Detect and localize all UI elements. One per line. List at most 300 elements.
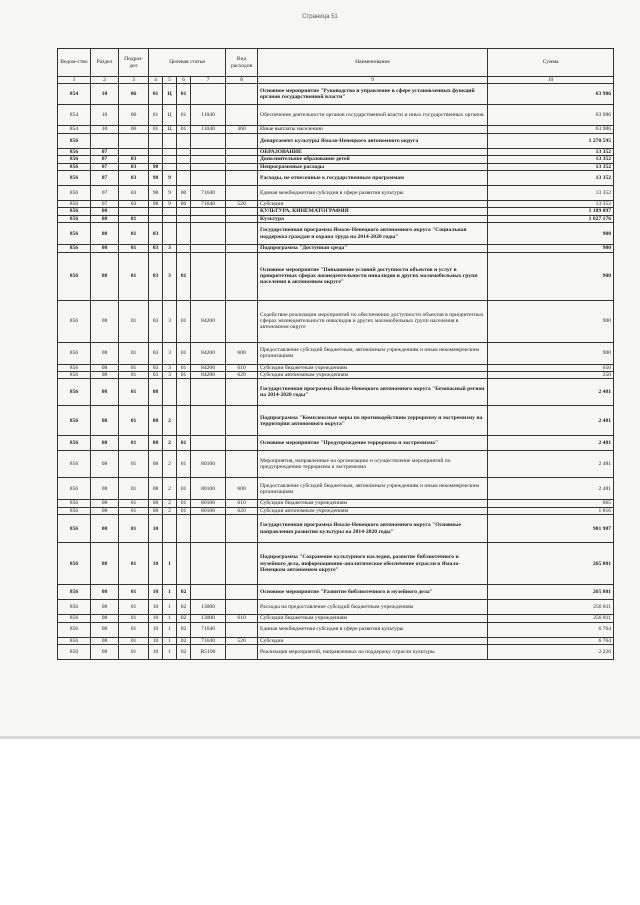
column-number: 1 xyxy=(58,77,91,84)
table-row xyxy=(58,543,614,585)
cell-razdel: 07 xyxy=(91,171,119,186)
cell-cel-4 xyxy=(191,436,226,451)
cell-cel-1: 98 xyxy=(149,163,163,170)
cell-razdel: 10 xyxy=(91,126,119,133)
cell-cel-2: 3 xyxy=(163,364,177,371)
cell-podrazdel: 01 xyxy=(119,215,149,222)
cell-podrazdel: 01 xyxy=(119,252,149,300)
cell-summa: 2 226 xyxy=(488,645,614,660)
cell-summa: 900 xyxy=(488,300,614,342)
cell-naimenovanie: Непрограммные расходы xyxy=(258,163,488,170)
cell-razdel: 08 xyxy=(91,252,119,300)
cell-summa: 6 764 xyxy=(488,622,614,637)
cell-vedomstvo: 856 xyxy=(58,515,91,543)
cell-naimenovanie: Субсидии автономным учреждениям xyxy=(258,372,488,379)
table-row xyxy=(58,252,614,300)
cell-cel-3: 01 xyxy=(177,507,191,514)
cell-cel-4: 13000 xyxy=(191,615,226,622)
cell-razdel: 08 xyxy=(91,245,119,252)
cell-vid-rashodov: 520 xyxy=(226,637,258,644)
table-row xyxy=(58,105,614,126)
cell-summa: 265 801 xyxy=(488,585,614,600)
cell-vid-rashodov xyxy=(226,84,258,105)
column-number: 4 xyxy=(149,77,163,84)
cell-vid-rashodov xyxy=(226,600,258,615)
cell-cel-2: 9 xyxy=(163,201,177,208)
cell-cel-1: 10 xyxy=(149,585,163,600)
cell-cel-2: 3 xyxy=(163,245,177,252)
cell-naimenovanie: Субсидии автономным учреждениям xyxy=(258,507,488,514)
cell-naimenovanie: Обеспечение деятельности органов государственной власти и иных государственных органов xyxy=(258,105,488,126)
cell-cel-3: 02 xyxy=(177,600,191,615)
table-row xyxy=(58,600,614,615)
cell-cel-4 xyxy=(191,84,226,105)
cell-vedomstvo: 856 xyxy=(58,436,91,451)
cell-summa: 665 xyxy=(488,500,614,507)
cell-vid-rashodov: 360 xyxy=(226,126,258,133)
cell-cel-4 xyxy=(191,252,226,300)
cell-summa: 63 986 xyxy=(488,84,614,105)
cell-vedomstvo: 856 xyxy=(58,406,91,436)
cell-vedomstvo: 856 xyxy=(58,215,91,222)
cell-cel-3: 01 xyxy=(177,451,191,478)
cell-vedomstvo: 856 xyxy=(58,543,91,585)
cell-vid-rashodov xyxy=(226,585,258,600)
cell-cel-1: 98 xyxy=(149,201,163,208)
cell-podrazdel: 06 xyxy=(119,105,149,126)
cell-razdel: 08 xyxy=(91,436,119,451)
cell-vid-rashodov xyxy=(226,208,258,215)
cell-vid-rashodov xyxy=(226,406,258,436)
cell-cel-2: 1 xyxy=(163,622,177,637)
cell-razdel xyxy=(91,133,119,148)
cell-cel-4: 80100 xyxy=(191,500,226,507)
header-naimenovanie: Наименование xyxy=(258,49,488,77)
column-number: 3 xyxy=(119,77,149,84)
cell-vid-rashodov: 600 xyxy=(226,342,258,364)
cell-vid-rashodov xyxy=(226,156,258,163)
cell-razdel: 07 xyxy=(91,201,119,208)
cell-cel-4 xyxy=(191,156,226,163)
cell-vedomstvo: 856 xyxy=(58,585,91,600)
cell-vid-rashodov xyxy=(226,622,258,637)
cell-vedomstvo: 856 xyxy=(58,208,91,215)
cell-podrazdel: 03 xyxy=(119,171,149,186)
cell-cel-3: 00 xyxy=(177,186,191,201)
cell-naimenovanie: Иные выплаты населению xyxy=(258,126,488,133)
table-row xyxy=(58,451,614,478)
cell-summa: 13 352 xyxy=(488,148,614,155)
cell-cel-2 xyxy=(163,379,177,406)
cell-summa: 13 352 xyxy=(488,201,614,208)
cell-cel-1 xyxy=(149,156,163,163)
cell-vid-rashodov: 610 xyxy=(226,615,258,622)
cell-cel-4 xyxy=(191,543,226,585)
cell-razdel: 08 xyxy=(91,379,119,406)
cell-vid-rashodov xyxy=(226,223,258,245)
cell-razdel: 08 xyxy=(91,645,119,660)
cell-vedomstvo: 856 xyxy=(58,600,91,615)
cell-summa: 13 352 xyxy=(488,156,614,163)
cell-naimenovanie: Основное мероприятие "Руководство и управление в сфере установленных функций органов государственной власти" xyxy=(258,84,488,105)
cell-vedomstvo: 856 xyxy=(58,163,91,170)
header-razdel: Раздел xyxy=(91,49,119,77)
cell-naimenovanie: Основное мероприятие "Развитие библиотечного и музейного дела" xyxy=(258,585,488,600)
cell-naimenovanie: Единая межбюджетная субсидия в сфере развития культуры xyxy=(258,186,488,201)
column-number: 2 xyxy=(91,77,119,84)
cell-cel-3: 01 xyxy=(177,252,191,300)
cell-cel-2: 3 xyxy=(163,300,177,342)
cell-vid-rashodov xyxy=(226,451,258,478)
cell-cel-3: 01 xyxy=(177,364,191,371)
header-vid-rashodov: Вид расходов xyxy=(226,49,258,77)
cell-cel-3: 02 xyxy=(177,637,191,644)
cell-summa: 250 xyxy=(488,372,614,379)
cell-vid-rashodov xyxy=(226,515,258,543)
cell-cel-4: 71640 xyxy=(191,637,226,644)
cell-cel-3: 00 xyxy=(177,201,191,208)
cell-summa: 1 270 595 xyxy=(488,133,614,148)
cell-razdel: 07 xyxy=(91,148,119,155)
cell-cel-2: 1 xyxy=(163,543,177,585)
cell-cel-3 xyxy=(177,543,191,585)
cell-summa: 6 764 xyxy=(488,637,614,644)
cell-cel-4: 84200 xyxy=(191,372,226,379)
cell-cel-4: 80100 xyxy=(191,478,226,500)
cell-cel-2: Ц xyxy=(163,105,177,126)
cell-vedomstvo: 854 xyxy=(58,84,91,105)
table-row xyxy=(58,500,614,507)
table-row xyxy=(58,186,614,201)
cell-vedomstvo: 856 xyxy=(58,379,91,406)
cell-cel-1: 03 xyxy=(149,342,163,364)
cell-vedomstvo: 856 xyxy=(58,622,91,637)
column-number: 7 xyxy=(191,77,226,84)
cell-cel-1: 98 xyxy=(149,186,163,201)
cell-cel-4: 11040 xyxy=(191,126,226,133)
cell-razdel: 07 xyxy=(91,156,119,163)
cell-vedomstvo: 856 xyxy=(58,451,91,478)
cell-cel-1: 10 xyxy=(149,637,163,644)
column-number: 9 xyxy=(258,77,488,84)
cell-summa: 981 987 xyxy=(488,515,614,543)
cell-razdel: 08 xyxy=(91,223,119,245)
cell-vedomstvo: 856 xyxy=(58,364,91,371)
table-row xyxy=(58,364,614,371)
cell-razdel: 08 xyxy=(91,451,119,478)
cell-podrazdel: 01 xyxy=(119,622,149,637)
cell-cel-3 xyxy=(177,148,191,155)
table-row xyxy=(58,245,614,252)
cell-naimenovanie: Подпрограмма "Сохранение культурного наследия, развитие библиотечного и музейного дела, информационно-аналитическое обеспечение отрасли в Ямало-Ненецком автономном округе" xyxy=(258,543,488,585)
table-row xyxy=(58,300,614,342)
cell-vid-rashodov xyxy=(226,163,258,170)
cell-podrazdel: 01 xyxy=(119,500,149,507)
cell-podrazdel: 01 xyxy=(119,615,149,622)
cell-cel-4: 71640 xyxy=(191,622,226,637)
cell-razdel: 08 xyxy=(91,585,119,600)
cell-cel-4: 80100 xyxy=(191,507,226,514)
cell-cel-2: Ц xyxy=(163,126,177,133)
cell-naimenovanie: Предоставление субсидий бюджетным, автономным учреждениям и иным некоммерческим организациям xyxy=(258,342,488,364)
cell-razdel: 08 xyxy=(91,615,119,622)
cell-vedomstvo: 854 xyxy=(58,105,91,126)
cell-podrazdel: 01 xyxy=(119,637,149,644)
cell-summa: 1 027 176 xyxy=(488,215,614,222)
cell-cel-2 xyxy=(163,156,177,163)
cell-vedomstvo: 856 xyxy=(58,201,91,208)
cell-podrazdel: 01 xyxy=(119,372,149,379)
cell-cel-4 xyxy=(191,223,226,245)
cell-vedomstvo: 856 xyxy=(58,342,91,364)
cell-razdel: 08 xyxy=(91,372,119,379)
cell-cel-1: 03 xyxy=(149,252,163,300)
cell-naimenovanie: Предоставление субсидий бюджетным, автономным учреждениям и иным некоммерческим организациям xyxy=(258,478,488,500)
cell-vedomstvo: 856 xyxy=(58,507,91,514)
header-podrazdel: Подраз-дел xyxy=(119,49,149,77)
cell-cel-1: 08 xyxy=(149,379,163,406)
table-row xyxy=(58,148,614,155)
cell-razdel: 08 xyxy=(91,622,119,637)
cell-cel-3: 01 xyxy=(177,500,191,507)
cell-naimenovanie: ОБРАЗОВАНИЕ xyxy=(258,148,488,155)
cell-cel-1: 08 xyxy=(149,451,163,478)
cell-vid-rashodov xyxy=(226,645,258,660)
table-row xyxy=(58,372,614,379)
cell-cel-4 xyxy=(191,515,226,543)
cell-podrazdel: 01 xyxy=(119,300,149,342)
table-row xyxy=(58,645,614,660)
table-row xyxy=(58,84,614,105)
cell-cel-2: 1 xyxy=(163,585,177,600)
column-number: 10 xyxy=(488,77,614,84)
cell-vid-rashodov xyxy=(226,436,258,451)
cell-naimenovanie: Государственная программа Ямало-Ненецкого автономного округа "Основные направления развития культуры на 2014-2020 годы" xyxy=(258,515,488,543)
cell-vid-rashodov: 520 xyxy=(226,201,258,208)
cell-cel-1: 03 xyxy=(149,364,163,371)
cell-cel-3 xyxy=(177,133,191,148)
cell-summa: 265 801 xyxy=(488,543,614,585)
table-row xyxy=(58,436,614,451)
cell-summa: 13 352 xyxy=(488,163,614,170)
cell-naimenovanie: Расходы, не отнесенные к государственным программам xyxy=(258,171,488,186)
cell-vid-rashodov xyxy=(226,215,258,222)
table-row xyxy=(58,585,614,600)
column-number: 8 xyxy=(226,77,258,84)
cell-summa: 13 352 xyxy=(488,186,614,201)
cell-cel-4: 71640 xyxy=(191,186,226,201)
cell-cel-3 xyxy=(177,515,191,543)
cell-summa: 2 481 xyxy=(488,478,614,500)
cell-razdel: 08 xyxy=(91,406,119,436)
cell-cel-1 xyxy=(149,133,163,148)
table-row xyxy=(58,622,614,637)
cell-vid-rashodov: 600 xyxy=(226,478,258,500)
cell-razdel: 08 xyxy=(91,600,119,615)
cell-cel-4 xyxy=(191,133,226,148)
cell-cel-4 xyxy=(191,215,226,222)
cell-razdel: 08 xyxy=(91,637,119,644)
cell-cel-3 xyxy=(177,215,191,222)
cell-cel-1 xyxy=(149,208,163,215)
cell-cel-4: 80100 xyxy=(191,451,226,478)
cell-cel-1: 98 xyxy=(149,171,163,186)
scan-edge xyxy=(0,736,640,739)
cell-razdel: 08 xyxy=(91,364,119,371)
cell-naimenovanie: Основное мероприятие "Предупреждение терроризма и экстремизма" xyxy=(258,436,488,451)
column-number: 5 xyxy=(163,77,177,84)
cell-cel-3 xyxy=(177,223,191,245)
cell-vedomstvo: 856 xyxy=(58,300,91,342)
cell-cel-4: 84200 xyxy=(191,300,226,342)
cell-podrazdel: 06 xyxy=(119,126,149,133)
cell-cel-3 xyxy=(177,156,191,163)
cell-cel-3: 01 xyxy=(177,436,191,451)
cell-cel-3: 01 xyxy=(177,372,191,379)
cell-cel-3: 02 xyxy=(177,645,191,660)
cell-cel-2 xyxy=(163,215,177,222)
cell-razdel: 08 xyxy=(91,543,119,585)
cell-cel-4 xyxy=(191,208,226,215)
cell-cel-2: 3 xyxy=(163,342,177,364)
cell-vid-rashodov xyxy=(226,252,258,300)
table-row xyxy=(58,406,614,436)
cell-cel-4 xyxy=(191,148,226,155)
cell-cel-1: 08 xyxy=(149,478,163,500)
cell-summa: 2 481 xyxy=(488,406,614,436)
cell-cel-1 xyxy=(149,148,163,155)
cell-cel-3: 02 xyxy=(177,585,191,600)
cell-cel-3 xyxy=(177,163,191,170)
table-row xyxy=(58,215,614,222)
cell-cel-2 xyxy=(163,148,177,155)
cell-naimenovanie: Государственная программа Ямало-Ненецкого автономного округа "Безопасный регион на 2014-2020 годы" xyxy=(258,379,488,406)
table-row xyxy=(58,126,614,133)
table-row xyxy=(58,637,614,644)
cell-cel-2 xyxy=(163,133,177,148)
cell-naimenovanie: Реализация мероприятий, направленных на поддержку отрасли культуры xyxy=(258,645,488,660)
cell-cel-2: 3 xyxy=(163,372,177,379)
table-row xyxy=(58,515,614,543)
table-row xyxy=(58,223,614,245)
cell-naimenovanie: Единая межбюджетная субсидия в сфере развития культуры xyxy=(258,622,488,637)
cell-cel-3: 01 xyxy=(177,105,191,126)
cell-podrazdel: 01 xyxy=(119,507,149,514)
cell-cel-1: 03 xyxy=(149,372,163,379)
table-row xyxy=(58,156,614,163)
cell-cel-4 xyxy=(191,406,226,436)
cell-cel-1: 08 xyxy=(149,507,163,514)
cell-cel-1: 01 xyxy=(149,126,163,133)
cell-cel-2 xyxy=(163,208,177,215)
cell-naimenovanie: Субсидии бюджетным учреждениям xyxy=(258,364,488,371)
cell-vedomstvo: 856 xyxy=(58,171,91,186)
cell-cel-2: 2 xyxy=(163,507,177,514)
table-row xyxy=(58,478,614,500)
cell-podrazdel: 01 xyxy=(119,645,149,660)
table-row xyxy=(58,615,614,622)
cell-podrazdel: 03 xyxy=(119,163,149,170)
cell-cel-2: 2 xyxy=(163,406,177,436)
cell-cel-3: 01 xyxy=(177,342,191,364)
cell-naimenovanie: Подпрограмма "Комплексные меры по противодействию терроризму и экстремизму на территории автономного округа" xyxy=(258,406,488,436)
cell-cel-2: 1 xyxy=(163,615,177,622)
cell-razdel: 08 xyxy=(91,300,119,342)
cell-cel-2: 1 xyxy=(163,637,177,644)
cell-naimenovanie: Субсидии бюджетным учреждениям xyxy=(258,615,488,622)
cell-razdel: 08 xyxy=(91,208,119,215)
cell-cel-3: 01 xyxy=(177,478,191,500)
cell-cel-3: 01 xyxy=(177,126,191,133)
cell-vedomstvo: 854 xyxy=(58,126,91,133)
cell-cel-1: 01 xyxy=(149,105,163,126)
cell-razdel: 10 xyxy=(91,105,119,126)
cell-cel-3: 02 xyxy=(177,615,191,622)
cell-summa: 900 xyxy=(488,223,614,245)
cell-vedomstvo: 856 xyxy=(58,245,91,252)
cell-summa: 900 xyxy=(488,245,614,252)
cell-vedomstvo: 856 xyxy=(58,645,91,660)
cell-podrazdel xyxy=(119,133,149,148)
table-row xyxy=(58,133,614,148)
cell-vedomstvo: 856 xyxy=(58,500,91,507)
column-number-row xyxy=(58,77,614,84)
cell-podrazdel: 03 xyxy=(119,186,149,201)
cell-podrazdel: 01 xyxy=(119,436,149,451)
cell-naimenovanie: Субсидии xyxy=(258,201,488,208)
cell-cel-3 xyxy=(177,171,191,186)
cell-vid-rashodov xyxy=(226,105,258,126)
cell-cel-3 xyxy=(177,245,191,252)
cell-cel-2: 2 xyxy=(163,478,177,500)
cell-cel-2 xyxy=(163,163,177,170)
cell-razdel: 08 xyxy=(91,342,119,364)
cell-cel-1: 10 xyxy=(149,515,163,543)
cell-vid-rashodov xyxy=(226,171,258,186)
cell-cel-4: R5190 xyxy=(191,645,226,660)
cell-vedomstvo: 856 xyxy=(58,372,91,379)
table-body xyxy=(58,84,614,660)
cell-cel-2: 2 xyxy=(163,436,177,451)
cell-vedomstvo: 856 xyxy=(58,148,91,155)
cell-cel-3: 02 xyxy=(177,622,191,637)
cell-naimenovanie: Содействие реализации мероприятий по обеспечению доступности объектов в приоритетных сферах жизнедеятельности инвалидов и других маломобильных групп населения в автономном округе xyxy=(258,300,488,342)
cell-vid-rashodov: 620 xyxy=(226,372,258,379)
cell-naimenovanie: Основное мероприятие "Повышение условий доступности объектов и услуг в приоритетных сферах жизнедеятельности инвалидов и других маломобильных групп населения в автономном округе" xyxy=(258,252,488,300)
cell-podrazdel: 01 xyxy=(119,342,149,364)
cell-podrazdel: 01 xyxy=(119,364,149,371)
cell-cel-2: 9 xyxy=(163,186,177,201)
cell-razdel: 08 xyxy=(91,515,119,543)
cell-cel-2 xyxy=(163,223,177,245)
cell-vid-rashodov xyxy=(226,300,258,342)
cell-vedomstvo: 856 xyxy=(58,478,91,500)
cell-summa: 256 811 xyxy=(488,600,614,615)
cell-vedomstvo: 856 xyxy=(58,186,91,201)
cell-cel-4 xyxy=(191,245,226,252)
cell-cel-2: 3 xyxy=(163,252,177,300)
cell-naimenovanie: Субсидии бюджетным учреждениям xyxy=(258,500,488,507)
cell-summa: 13 352 xyxy=(488,171,614,186)
cell-cel-1: 08 xyxy=(149,406,163,436)
cell-cel-2: Ц xyxy=(163,84,177,105)
cell-vid-rashodov xyxy=(226,379,258,406)
cell-cel-3: 01 xyxy=(177,300,191,342)
cell-vid-rashodov xyxy=(226,133,258,148)
cell-cel-1 xyxy=(149,215,163,222)
table-row xyxy=(58,171,614,186)
cell-summa: 63 986 xyxy=(488,126,614,133)
